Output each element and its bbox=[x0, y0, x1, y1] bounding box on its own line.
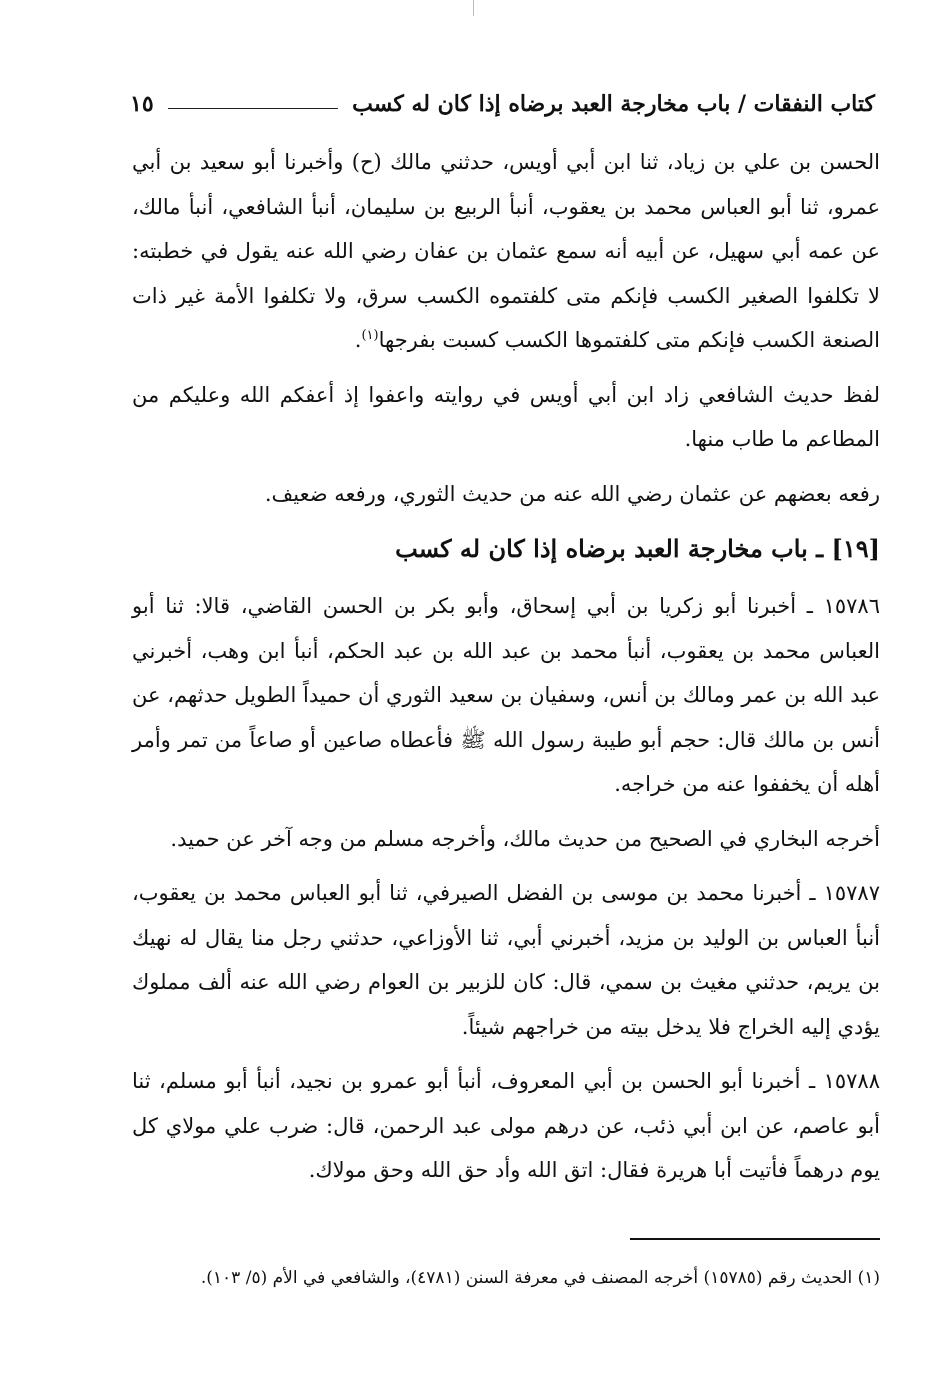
footnote-rule bbox=[630, 1238, 880, 1240]
main-text bbox=[132, 140, 880, 1203]
header-title: كتاب النفقات / باب مخارجة العبد برضاه إذا كان له كسب bbox=[352, 91, 875, 117]
header-rule bbox=[168, 108, 338, 109]
paragraph-1-text: الحسن بن علي بن زياد، ثنا ابن أبي أويس، حدثني مالك (ح) وأخبرنا أبو سعيد بن أبي عمرو، ثنا أبو العباس محمد بن يعقوب، أنبأ الربيع بن سليمان، أنبأ الشافعي، أنبأ مالك، عن عمه أبي سهيل، عن أبيه أنه سمع عثمان بن عفان رضي الله عنه يقول في خطبته: لا تكلفوا الصغير الكسب فإنكم متى كلفتموه الكسب سرق، ولا تكلفوا الأمة غير ذات الصنعة الكسب فإنكم متى كلفتموها الكسب كسبت بفرجها bbox=[132, 150, 880, 352]
hadith-15786: ١٥٧٨٦ ـ أخبرنا أبو زكريا بن أبي إسحاق، وأبو بكر بن الحسن القاضي، قالا: ثنا أبو العباس محمد بن يعقوب، أنبأ محمد بن عبد الله بن عبد الحكم، أنبأ ابن وهب، أخبرني عبد الله بن عمر ومالك بن أنس، وسفيان بن سعيد الثوري أن حميداً الطويل حدثهم، عن أنس بن مالك قال: حجم أبو طيبة رسول الله ﷺ فأعطاه صاعين أو صاعاً من تمر وأمر أهله أن يخففوا عنه من خراجه. bbox=[132, 594, 880, 796]
scan-mark bbox=[473, 0, 474, 16]
paragraph-1 bbox=[132, 140, 880, 363]
running-header bbox=[130, 84, 875, 124]
chapter-heading: [١٩] ـ باب مخارجة العبد برضاه إذا كان له كسب bbox=[395, 534, 880, 563]
paragraph-1-end: . bbox=[354, 328, 362, 352]
footnote-marker: (١) bbox=[361, 328, 379, 343]
paragraph-3: رفعه بعضهم عن عثمان رضي الله عنه من حديث الثوري، ورفعه ضعيف. bbox=[264, 481, 880, 506]
paragraph-takhrij: أخرجه البخاري في الصحيح من حديث مالك، وأخرجه مسلم من وجه آخر عن حميد. bbox=[170, 826, 880, 851]
hadith-15787: ١٥٧٨٧ ـ أخبرنا محمد بن موسى بن الفضل الصيرفي، ثنا أبو العباس محمد بن يعقوب، أنبأ العباس بن الوليد بن مزيد، أخبرني أبي، ثنا الأوزاعي، حدثني رجل منا يقال له نهيك بن يريم، حدثني مغيث بن سمي، قال: كان للزبير بن العوام رضي الله عنه ألف مملوك يؤدي إليه الخراج فلا يدخل بيته من خراجهم شيئاً. bbox=[132, 881, 880, 1039]
hadith-15788: ١٥٧٨٨ ـ أخبرنا أبو الحسن بن أبي المعروف، أنبأ أبو عمرو بن نجيد، أنبأ أبو مسلم، ثنا أبو عاصم، عن ابن أبي ذئب، عن درهم مولى عبد الرحمن، قال: ضرب علي مولاي كل يوم درهماً فأتيت أبا هريرة فقال: اتق الله وأد حق الله وحق مولاك. bbox=[132, 1069, 880, 1182]
footnote-1: (١) الحديث رقم (١٥٧٨٥) أخرجه المصنف في معرفة السنن (٤٧٨١)، والشافعي في الأم (٥/ ١٠٣). bbox=[200, 1268, 880, 1288]
page-number: ١٥ bbox=[130, 91, 154, 117]
paragraph-2: لفظ حديث الشافعي زاد ابن أبي أويس في روايته واعفوا إذ أعفكم الله وعليكم من المطاعم ما طاب منها. bbox=[132, 382, 880, 451]
